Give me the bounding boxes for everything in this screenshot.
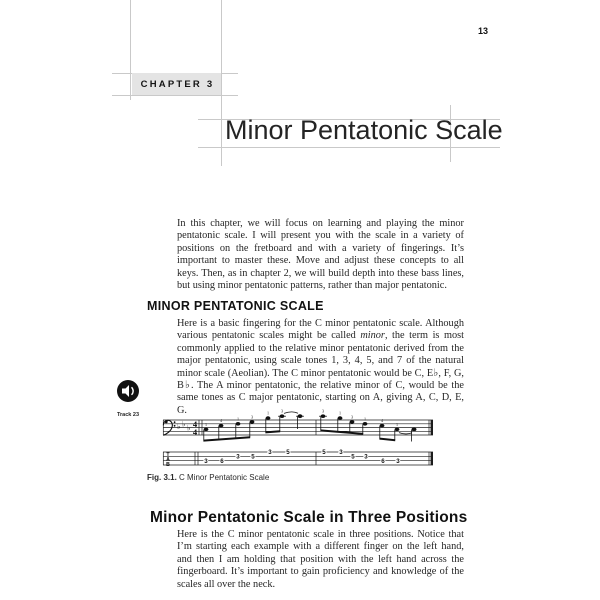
tab-fret-number: 3 bbox=[396, 457, 400, 465]
section-body-post: , the term is most commonly applied to the relative minor pentatonic derived from the major pentatonic, using scale tones 1, 3, 4, 5, and 7 of the natural minor scale (Aeolian). The C minor pentatonic would be C, E♭, F, G, B♭. The A minor pentatonic, the relative minor of C, would be the same tones as C major pentatonic, starting on A, giving A, C, D, E, G. bbox=[177, 330, 464, 416]
tab-fret-number: 3 bbox=[204, 457, 208, 465]
tab-fret-number: 6 bbox=[381, 457, 385, 465]
audio-track-label: Track 23 bbox=[116, 412, 140, 418]
svg-text:3: 3 bbox=[321, 408, 325, 414]
tab-fret-number: 6 bbox=[220, 457, 224, 465]
flat-icon: ♭ bbox=[182, 419, 186, 429]
tab-clef-letters bbox=[166, 453, 170, 468]
svg-text:1: 1 bbox=[363, 416, 367, 422]
flat-icon: ♭ bbox=[187, 423, 191, 433]
chapter-label: CHAPTER 3 bbox=[140, 78, 215, 90]
tab-fret-number: 5 bbox=[322, 449, 326, 457]
section-heading: MINOR PENTATONIC SCALE bbox=[147, 299, 324, 313]
svg-text:B: B bbox=[166, 462, 170, 468]
section-body-italic: minor bbox=[360, 330, 385, 342]
svg-text:1: 1 bbox=[266, 410, 270, 416]
flat-icon: ♭ bbox=[177, 422, 181, 431]
figure-caption-text: C Minor Pentatonic Scale bbox=[176, 473, 270, 482]
svg-text:3: 3 bbox=[280, 408, 284, 414]
tab-fret-number: 3 bbox=[364, 453, 368, 461]
svg-text:T: T bbox=[166, 452, 170, 459]
tab-fret-number: 3 bbox=[268, 449, 272, 457]
svg-text:3: 3 bbox=[250, 414, 254, 420]
svg-text:4: 4 bbox=[192, 427, 198, 437]
tab-fret-numbers bbox=[204, 449, 400, 465]
figure-caption-label: Fig. 3.1. bbox=[147, 473, 177, 482]
subsection-heading: Minor Pentatonic Scale in Three Positions bbox=[150, 509, 468, 526]
svg-text:4: 4 bbox=[380, 418, 384, 423]
svg-text:1: 1 bbox=[395, 422, 399, 427]
svg-text:1: 1 bbox=[204, 422, 208, 427]
svg-text:1: 1 bbox=[338, 410, 342, 416]
intro-paragraph: In this chapter, we will focus on learning and playing the minor pentatonic scale. I will present you with the scale in a variety of positions on the fretboard and with a variety of fingerings. It’s important to master these. Move and adjust these concepts to all keys. Then, as in chapter 2, we will build depth into these bass lines, but using minor pentatonic patterns, rather than major pentatonic. bbox=[177, 218, 464, 292]
tab-fret-number: 3 bbox=[236, 453, 240, 461]
tab-fret-number: 5 bbox=[251, 453, 255, 461]
fingering-numbers bbox=[205, 409, 399, 428]
subsection-body: Here is the C minor pentatonic scale in three positions. Notice that I’m starting each example with a different finger on the left hand, and then I am holding that position with the left hand across the fingerboard. It’s important to gain proficiency and knowledge of the scales all over the neck. bbox=[177, 529, 464, 590]
section-body-pre: Here is a basic fingering for the C minor pentatonic scale. Although various pentatonic scales might be called bbox=[177, 318, 464, 342]
notes-measure-2 bbox=[319, 414, 417, 441]
svg-text:4: 4 bbox=[219, 418, 223, 423]
key-signature bbox=[177, 420, 191, 433]
page-number: 13 bbox=[477, 26, 488, 36]
tab-fret-number: 5 bbox=[286, 449, 290, 457]
figure-caption bbox=[147, 473, 269, 482]
notes-measure-1 bbox=[203, 412, 304, 442]
svg-text:3: 3 bbox=[350, 414, 354, 420]
time-signature bbox=[193, 419, 198, 437]
tie-arc bbox=[399, 433, 412, 434]
svg-text:1: 1 bbox=[236, 416, 240, 422]
tab-fret-number: 3 bbox=[339, 449, 343, 457]
svg-text:4: 4 bbox=[192, 419, 198, 429]
page-title: Minor Pentatonic Scale bbox=[225, 115, 503, 145]
tie-arc bbox=[284, 412, 298, 414]
svg-text:A: A bbox=[166, 457, 170, 464]
tab-fret-number: 5 bbox=[351, 453, 355, 461]
